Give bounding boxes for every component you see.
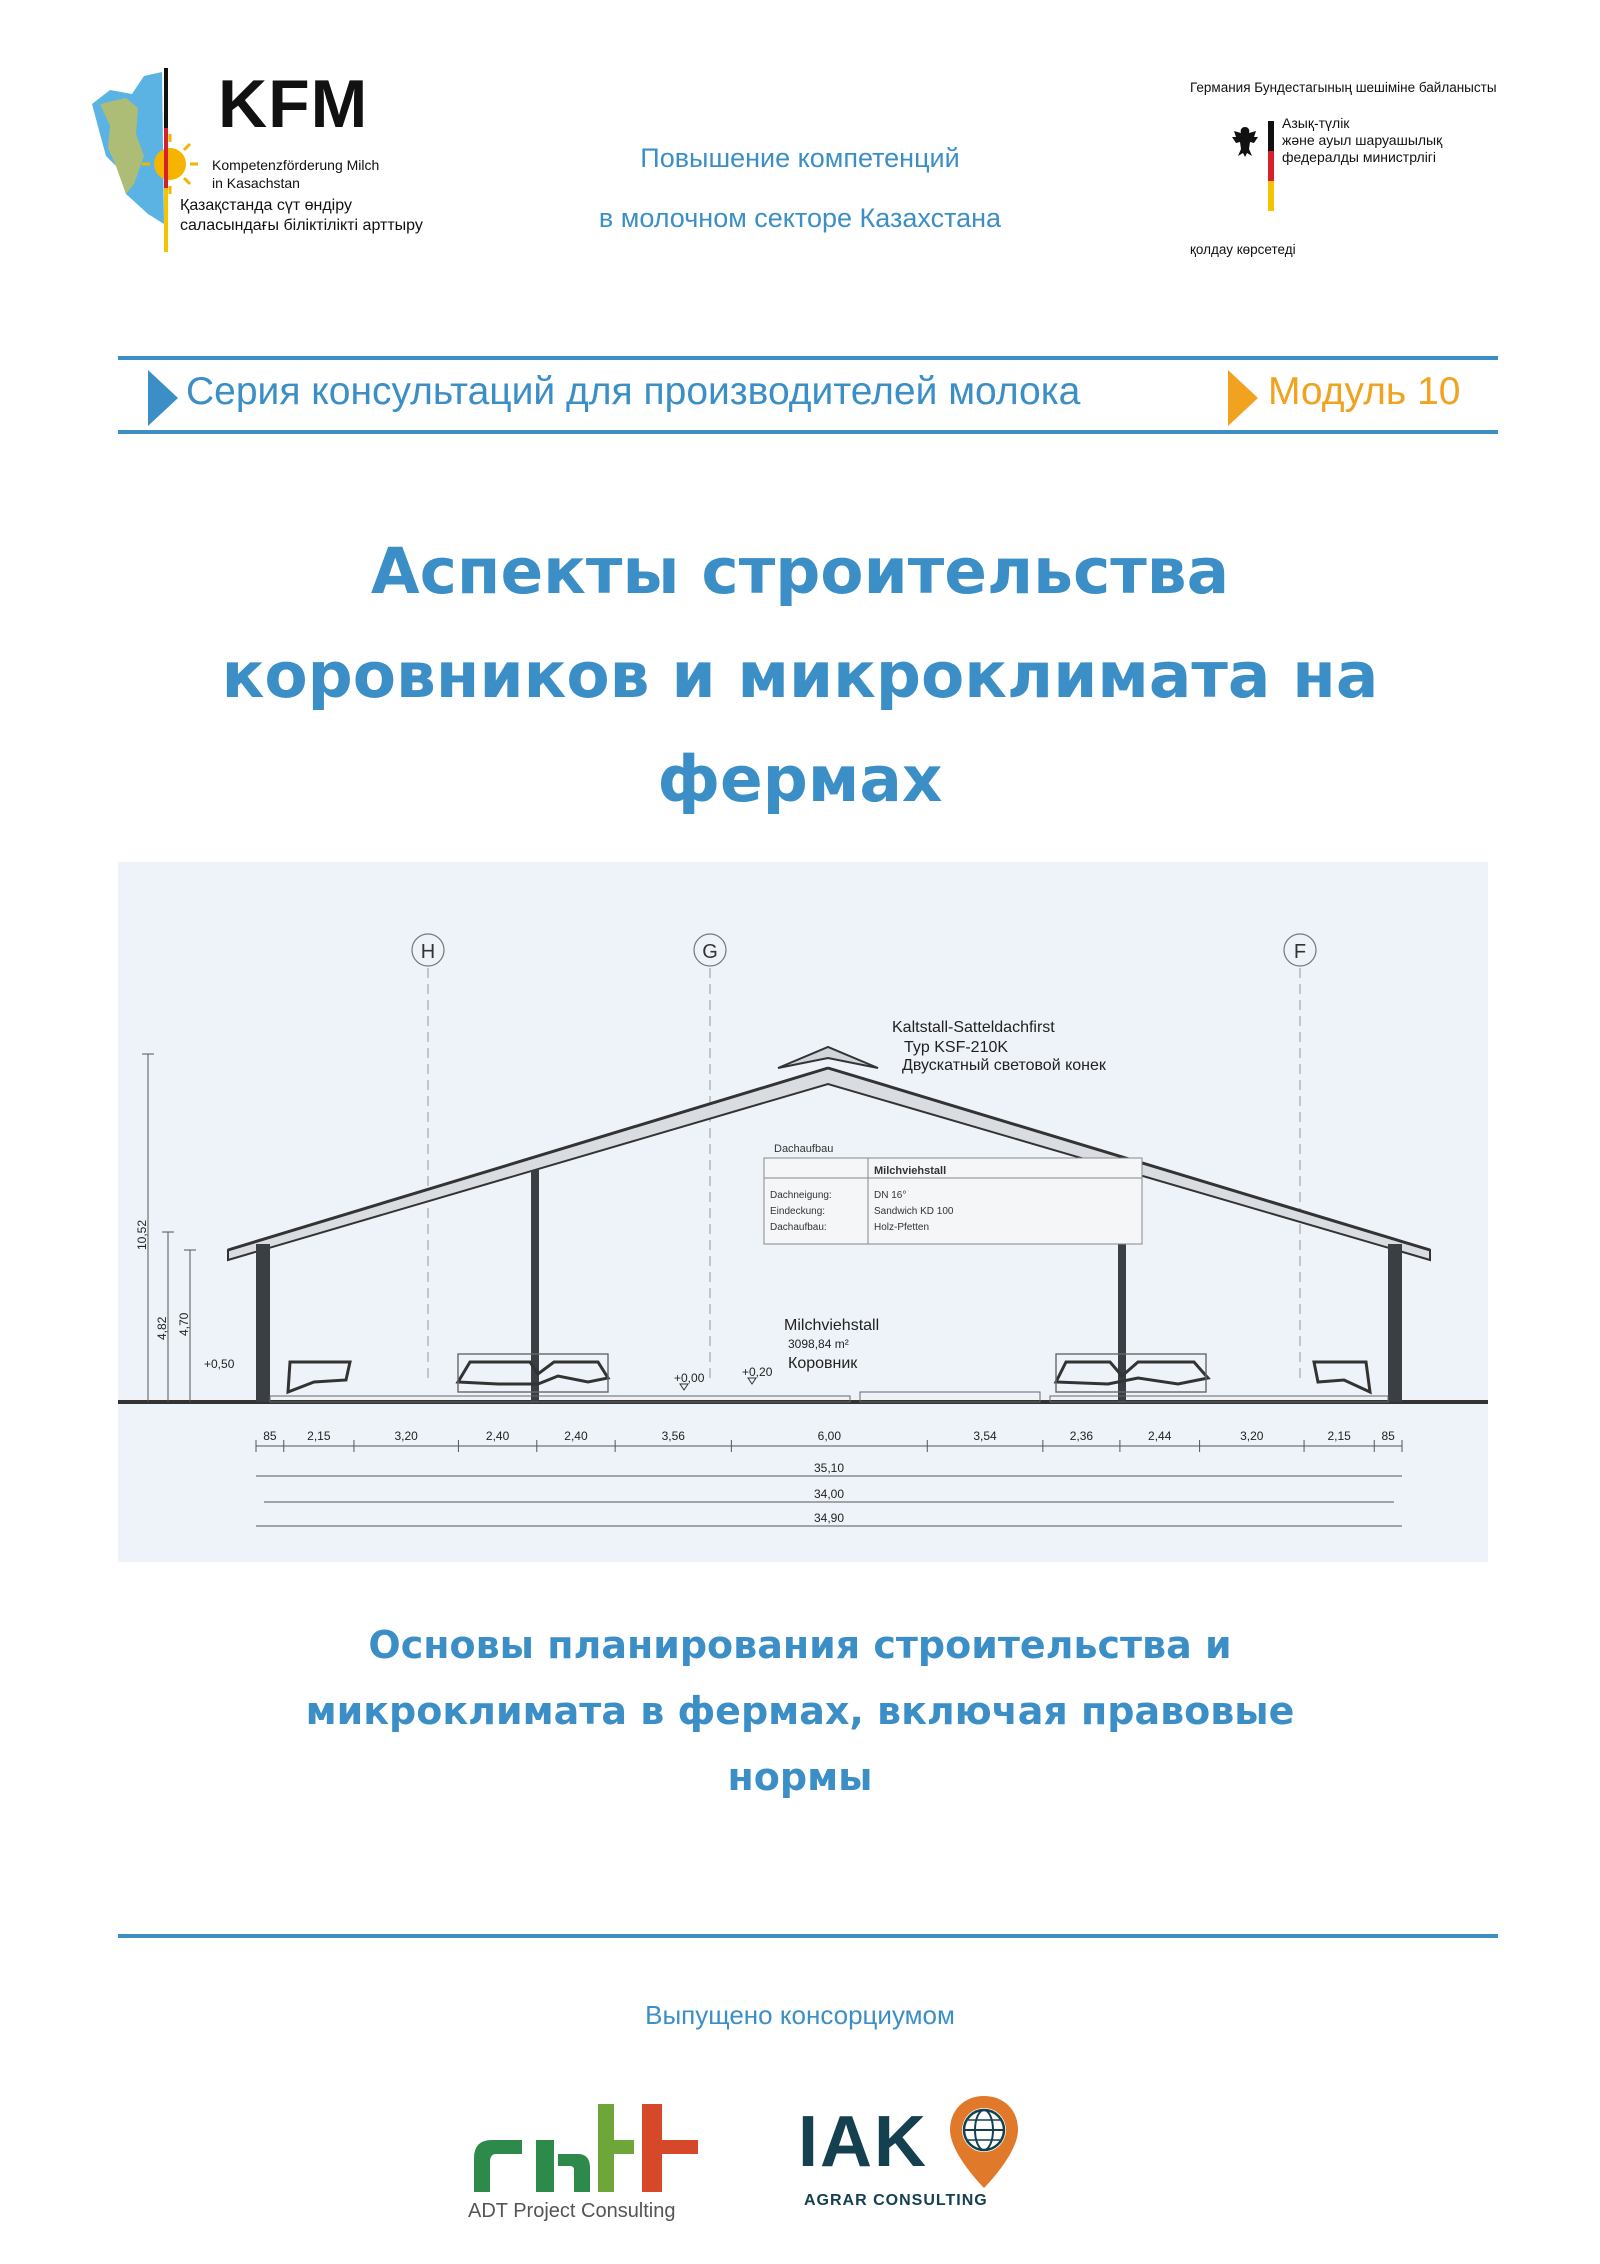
page-title-line1: Аспекты строительства [370,535,1230,608]
stall-area: 3098,84 m² [788,1337,849,1351]
kfm-subtitle-de-line2: in Kasachstan [212,175,300,191]
level-center-a: +0,00 [674,1371,705,1385]
barn-cross-section-drawing [118,862,1488,1562]
series-label: Серия консультаций для производителей молока [186,370,1081,413]
ministry-bottom-text: қолдау көрсетеді [1190,242,1296,257]
ridge-label-2: Typ KSF-210K [904,1039,1009,1056]
roof-table-header-right: Milchviehstall [874,1165,947,1177]
dimension-label: 3,20 [1240,1429,1264,1443]
total-dim-2: 34,00 [813,1487,845,1501]
roof-spec-table [764,1143,1142,1244]
roof-table-key: Dachneigung: [770,1190,832,1201]
subtitle-line3: нормы [727,1755,873,1799]
subtitle-line2: микроклимата в фермах, включая правовые [305,1689,1295,1733]
dimension-label: 2,44 [1148,1429,1172,1443]
column-left-outer [256,1244,270,1402]
kfm-logo [86,64,426,264]
ministry-top-text: Германия Бундестагының шешіміне байланысты [1190,80,1497,95]
page-title-line2: коровников и микроклимата на [221,639,1379,712]
ministry-name [1282,115,1442,166]
blue-arrow-icon [148,370,178,426]
dimension-label: 6,00 [817,1429,842,1443]
dimension-label: 3,56 [661,1429,685,1443]
stall-name-ru: Коровник [788,1355,858,1372]
kfm-subtitle-kz [180,196,460,236]
ministry-name-line1: Азық-түлік [1282,115,1350,131]
module-label: Модуль 10 [1268,370,1461,413]
height-eave: 4,82 [155,1316,169,1340]
kfm-subtitle-de [212,156,379,192]
kfm-subtitle-kz-line2: саласындағы біліктілікті арттыру [180,217,423,234]
level-left: +0,50 [204,1357,235,1371]
axis-label-h: H [420,941,436,963]
dimension-label: 3,20 [394,1429,418,1443]
subtitle-line1: Основы планирования строительства и [368,1623,1232,1667]
ministry-logo [1190,80,1550,257]
column-right-outer [1388,1244,1402,1402]
dimension-label: 2,15 [307,1429,331,1443]
dimension-label: 2,40 [564,1429,588,1443]
ministry-name-line2: және ауыл шаруашылық [1282,132,1443,148]
series-band [118,356,1498,436]
iak-caption: AGRAR CONSULTING [804,2192,988,2209]
adt-logo-mark-icon [466,2096,726,2196]
roof-table-key: Eindeckung: [770,1206,826,1217]
footer-rule [118,1934,1498,1938]
adt-caption: ADT Project Consulting [468,2200,676,2222]
dimension-label: 2,15 [1327,1429,1351,1443]
header-tagline-line1: Повышение компетенций [640,143,960,173]
height-total: 10,52 [135,1219,149,1250]
roof-table-value: Holz-Pfetten [874,1222,930,1233]
total-dim-3: 34,90 [813,1511,845,1525]
orange-arrow-icon [1228,370,1258,426]
dimension-label: 2,40 [485,1429,510,1443]
roof-table-value: Sandwich KD 100 [874,1206,954,1217]
kfm-subtitle-de-line1: Kompetenzförderung Milch [212,157,380,173]
iak-wordmark: IAK [798,2102,928,2182]
german-flag-bar-icon [1268,121,1274,211]
axis-label-f: F [1293,941,1307,963]
stall-name: Milchviehstall [784,1317,880,1334]
height-column: 4,70 [177,1312,191,1336]
header-tagline [520,128,1080,248]
globe-pin-icon [946,2092,1022,2192]
page-title [130,520,1470,832]
level-center-b: +0,20 [742,1365,773,1379]
ridge-label-1: Kaltstall-Satteldachfirst [892,1019,1055,1036]
roof-table-value: DN 16° [874,1190,907,1201]
dimension-label: 2,36 [1069,1429,1094,1443]
kfm-subtitle-kz-line1: Қазақстанда сүт өндіру [180,197,352,214]
roof-table-header-left: Dachaufbau [774,1143,834,1155]
adt-logo [466,2096,726,2226]
page-title-line3: фермах [657,743,943,816]
subtitle [180,1612,1420,1810]
iak-logo [796,2092,1066,2222]
ridge-label-3: Двускатный световой конек [902,1057,1106,1074]
dimension-label: 85 [1381,1429,1395,1443]
kfm-wordmark: KFM [218,66,369,142]
eagle-icon [1230,125,1260,159]
header-tagline-line2: в молочном секторе Казахстана [598,203,1002,233]
roof-table-key: Dachaufbau: [770,1222,827,1233]
dimension-label: 85 [263,1429,277,1443]
total-dim-1: 35,10 [813,1461,845,1475]
published-by-label: Выпущено консорциумом [645,2000,955,2030]
dimension-label: 3,54 [973,1429,997,1443]
ministry-name-line3: федералды министрлігі [1282,149,1437,165]
axis-label-g: G [702,941,718,963]
